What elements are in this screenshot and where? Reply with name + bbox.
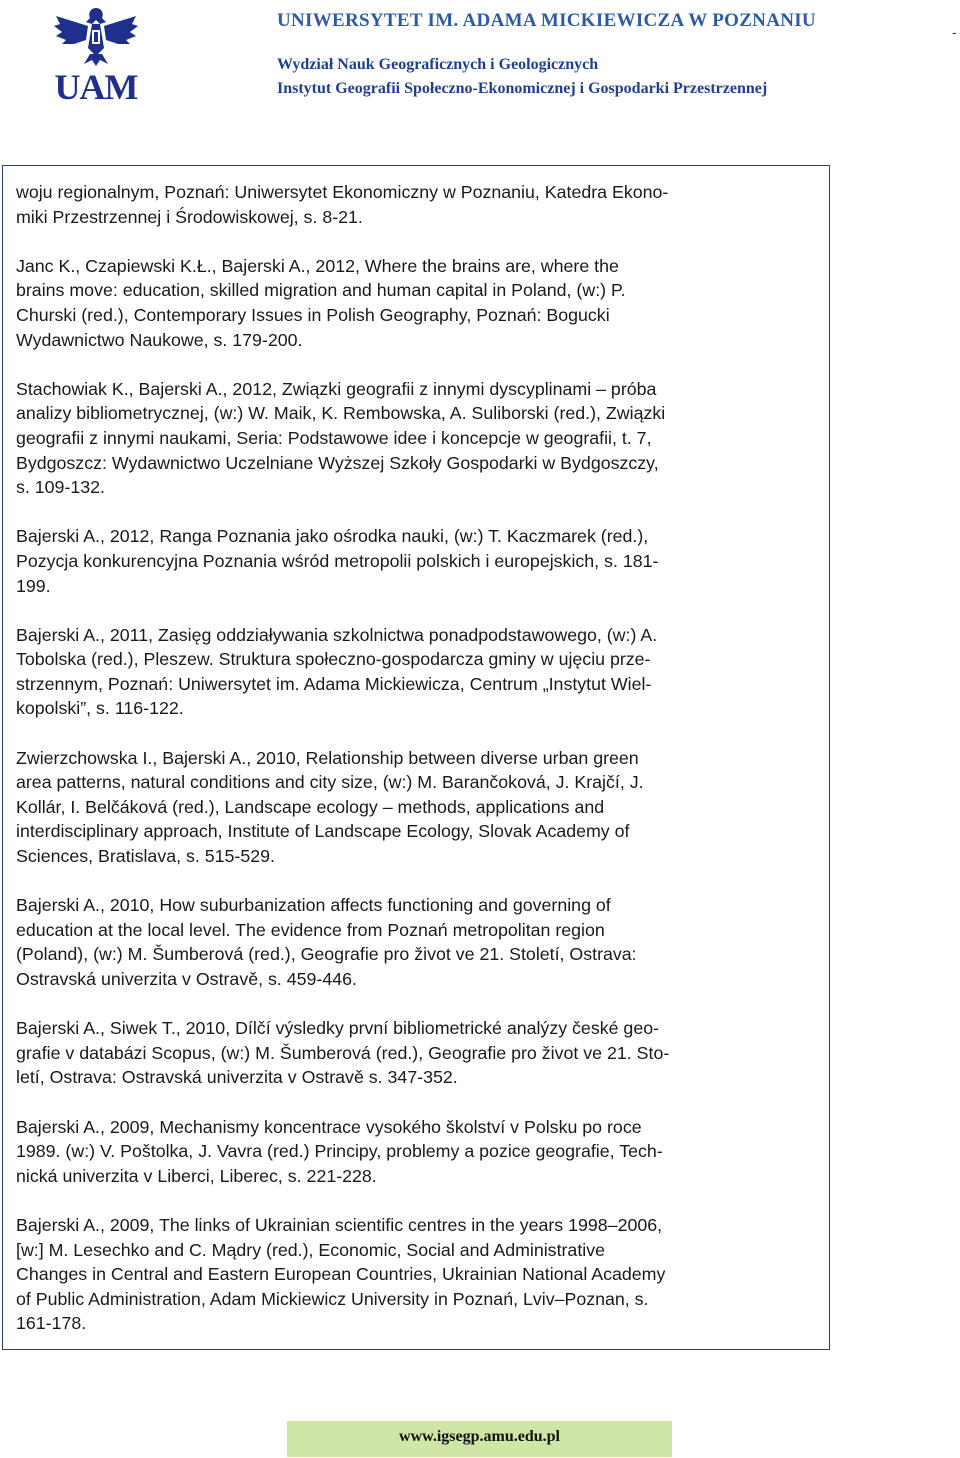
footer-url-link[interactable]: www.igsegp.amu.edu.pl bbox=[399, 1428, 560, 1445]
reference-entry: Bajerski A., 2011, Zasięg oddziaływania szkolnictwa ponadpodstawowego, (w:) A. Tobolska (red.), Pleszew. Struktura społeczno-gospodarcza gminy w ujęciu prze- strzennym, Poznań: Uniwersytet im. Adama Mickiewicza, Centrum „Instytut Wiel- kopolski”, s. 116-122. bbox=[16, 624, 658, 719]
corner-mark: - bbox=[952, 24, 957, 40]
reference-entry: Janc K., Czapiewski K.Ł., Bajerski A., 2012, Where the brains are, where the brains move: education, skilled migration and human capital in Poland, (w:) P. Churski (red.), Contemporary Issues in Polish Geography, Poznań: Bogucki Wydawnictwo Naukowe, s. 179-200. bbox=[16, 255, 626, 350]
university-logo bbox=[48, 4, 144, 107]
eagle-emblem-icon bbox=[48, 4, 144, 68]
reference-entry: Bajerski A., 2009, Mechanismy koncentrace vysokého školství v Polsku po roce 1989. (w:) V. Poštolka, J. Vavra (red.) Principy, problemy a pozice geografie, Tech- nická univerzita v Liberci, Liberec, s. 221-228. bbox=[16, 1116, 663, 1186]
reference-list bbox=[16, 180, 816, 1361]
reference-entry: Bajerski A., Siwek T., 2010, Dílčí výsledky první bibliometrické analýzy české geo- grafie v databázi Scopus, (w:) M. Šumberová (red.), Geografie pro život ve 21. Sto- letí, Ostrava: Ostravská univerzita v Ostravě s. 347-352. bbox=[16, 1018, 670, 1088]
footer-bar bbox=[287, 1421, 672, 1457]
logo-text: UAM bbox=[54, 67, 138, 107]
reference-entry: woju regionalnym, Poznań: Uniwersytet Ekonomiczny w Poznaniu, Katedra Ekono- miki Przestrzennej i Środowiskowej, s. 8-21. bbox=[16, 182, 669, 227]
reference-entry: Stachowiak K., Bajerski A., 2012, Związki geografii z innymi dyscyplinami – próba analizy bibliometrycznej, (w:) W. Maik, K. Rembowska, A. Suliborski (red.), Związki geografii z innymi naukami, Seria: Podstawowe idee i koncepcje w geografii, t. 7, Bydgoszcz: Wydawnictwo Uczelniane Wyższej Szkoły Gospodarki w Bydgoszczy, s. 109-132. bbox=[16, 378, 666, 498]
page-header bbox=[0, 0, 960, 110]
faculty-name: Wydział Nauk Geograficznych i Geologicznych bbox=[277, 56, 599, 73]
reference-entry: Bajerski A., 2010, How suburbanization affects functioning and governing of education at the local level. The evidence from Poznań metropolitan region (Poland), (w:) M. Šumberová (red.), Geografie pro život ve 21. Století, Ostrava: Ostravská univerzita v Ostravě, s. 459-446. bbox=[16, 895, 637, 989]
reference-entry: Zwierzchowska I., Bajerski A., 2010, Relationship between diverse urban green area patterns, natural conditions and city size, (w:) M. Barančoková, J. Krajčí, J. Kollár, I. Belčáková (red.), Landscape ecology – methods, applications and interdisciplinary approach, Institute of Landscape Ecology, Slovak Academy of Sciences, Bratislava, s. 515-529. bbox=[16, 747, 644, 867]
reference-entry: Bajerski A., 2012, Ranga Poznania jako ośrodka nauki, (w:) T. Kaczmarek (red.), Pozycja konkurencyjna Poznania wśród metropolii polskich i europejskich, s. 181- 199. bbox=[16, 526, 659, 596]
institute-name: Instytut Geografii Społeczno-Ekonomicznej i Gospodarki Przestrzennej bbox=[277, 80, 768, 97]
reference-entry: Bajerski A., 2009, The links of Ukrainian scientific centres in the years 1998–2006, [w:] M. Lesechko and C. Mądry (red.), Economic, Social and Administrative Changes in Central and Eastern European Countries, Ukrainian National Academy of Public Administration, Adam Mickiewicz University in Poznań, Lviv–Poznan, s. 161-178. bbox=[16, 1214, 666, 1334]
university-name: UNIWERSYTET IM. ADAMA MICKIEWICZA W POZNANIU bbox=[277, 10, 816, 31]
